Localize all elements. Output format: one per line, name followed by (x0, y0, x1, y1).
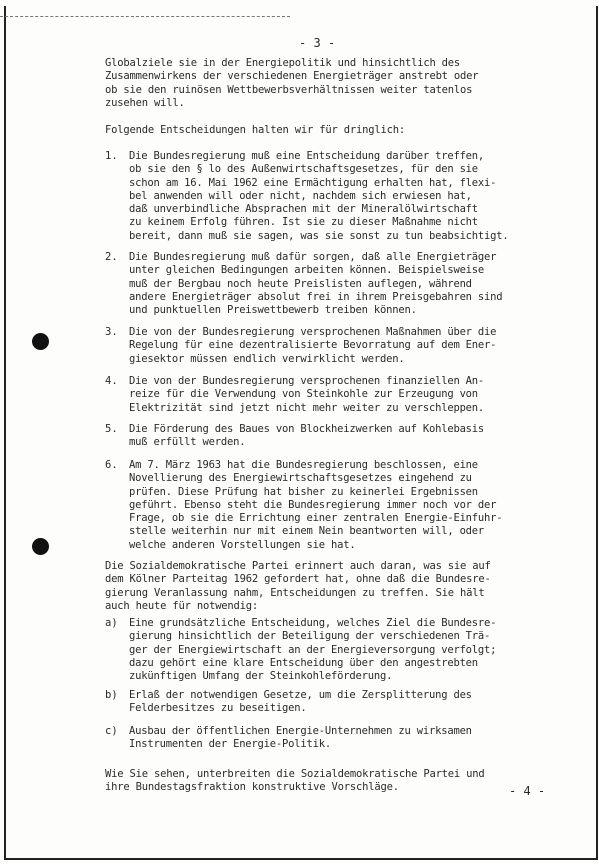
item-number-5: 5. (105, 423, 118, 435)
intro-paragraph: Globalziele sie in der Energiepolitik und hinsichtlich des Zusammenwirkens der verschiedenen Energieträger anstrebt oder ob sie den ruinösen Wettbewerbsverhältnissen weiter tatenlos zusehen will. (105, 57, 479, 109)
item-text-c: Ausbau der öffentlichen Energie-Unternehmen zu wirksamen Instrumenten der Energie-Politik. (129, 725, 472, 751)
top-edge-marks (0, 16, 290, 19)
punch-hole-lower (32, 538, 49, 555)
item-number-2: 2. (105, 251, 118, 263)
item-letter-c: c) (105, 725, 118, 737)
item-number-1: 1. (105, 150, 118, 162)
closing-paragraph: Wie Sie sehen, unterbreiten die Sozialdemokratische Partei und ihre Bundestagsfraktion konstruktive Vorschläge. (105, 768, 485, 794)
item-text-2: Die Bundesregierung muß dafür sorgen, daß alle Energieträger unter gleichen Bedingungen arbeiten können. Beispielsweise muß der Bergbau noch heute Preislisten auflegen, während andere Energieträger absolut frei in ihrem Preisgebahren sind und punktuellen Preiswettbewerb treiben können. (129, 251, 503, 317)
item-number-4: 4. (105, 375, 118, 387)
next-page-marker: - 4 - (509, 784, 546, 798)
item-text-3: Die von der Bundesregierung versprochenen Maßnahmen über die Regelung für eine dezentralisierte Bevorratung auf dem Ener- giesektor müssen endlich verwirklicht werden. (129, 326, 497, 365)
item-number-3: 3. (105, 326, 118, 338)
item-text-b: Erlaß der notwendigen Gesetze, um die Zersplitterung des Felderbesitzes zu beseitigen. (129, 689, 472, 715)
item-text-1: Die Bundesregierung muß eine Entscheidung darüber treffen, ob sie den § lo des Außenwirtschaftsgesetzes, für den sie schon am 16. Mai 1962 eine Ermächtigung erhalten hat, flexi- bel anwenden will oder nicht, nachdem sich erwiesen hat, daß unverbindliche Absprachen mit der Mineralölwirtschaft zu keinem Erfolg führen. Ist sie zu dieser Maßnahme nicht bereit, dann muß sie sagen, was sie sonst zu tun beabsichtigt. (129, 150, 509, 242)
party-paragraph: Die Sozialdemokratische Partei erinnert auch daran, was sie auf dem Kölner Parteitag 1962 gefordert hat, ohne daß die Bundesre- gierung Veranlassung nahm, Entscheidungen zu treffen. Sie hält auch heute für notwendig: (105, 560, 491, 612)
item-text-5: Die Förderung des Baues von Blockheizwerken auf Kohlebasis muß erfüllt werden. (129, 423, 485, 449)
item-text-4: Die von der Bundesregierung versprochenen finanziellen An- reize für die Verwendung von Steinkohle zur Erzeugung von Elektrizität sind jetzt nicht mehr weiter zu verschleppen. (129, 375, 485, 414)
punch-hole-upper (32, 333, 49, 350)
item-number-6: 6. (105, 459, 118, 471)
item-letter-b: b) (105, 689, 118, 701)
page-number: - 3 - (299, 36, 336, 50)
decisions-heading: Folgende Entscheidungen halten wir für dringlich: (105, 124, 405, 136)
item-text-6: Am 7. März 1963 hat die Bundesregierung beschlossen, eine Novellierung des Energiewirtschaftsgesetzes eingehend zu prüfen. Diese Prüfung hat bisher zu keinerlei Ergebnissen geführt. Ebenso steht die Bundesregierung immer noch vor der Frage, ob sie die Errichtung einer zentralen Energie-Einfuhr- stelle weiterhin nur mit einem Nein beantworten will, oder welche anderen Vorstellungen sie hat. (129, 459, 503, 551)
item-letter-a: a) (105, 617, 118, 629)
item-text-a: Eine grundsätzliche Entscheidung, welches Ziel die Bundesre- gierung hinsichtlich der Beteiligung der verschiedenen Trä- ger der Energiewirtschaft an der Energieversorgung verfolgt; dazu gehört eine klare Entscheidung über den angestrebten zukünftigen Umfang der Steinkohleförderung. (129, 617, 497, 683)
